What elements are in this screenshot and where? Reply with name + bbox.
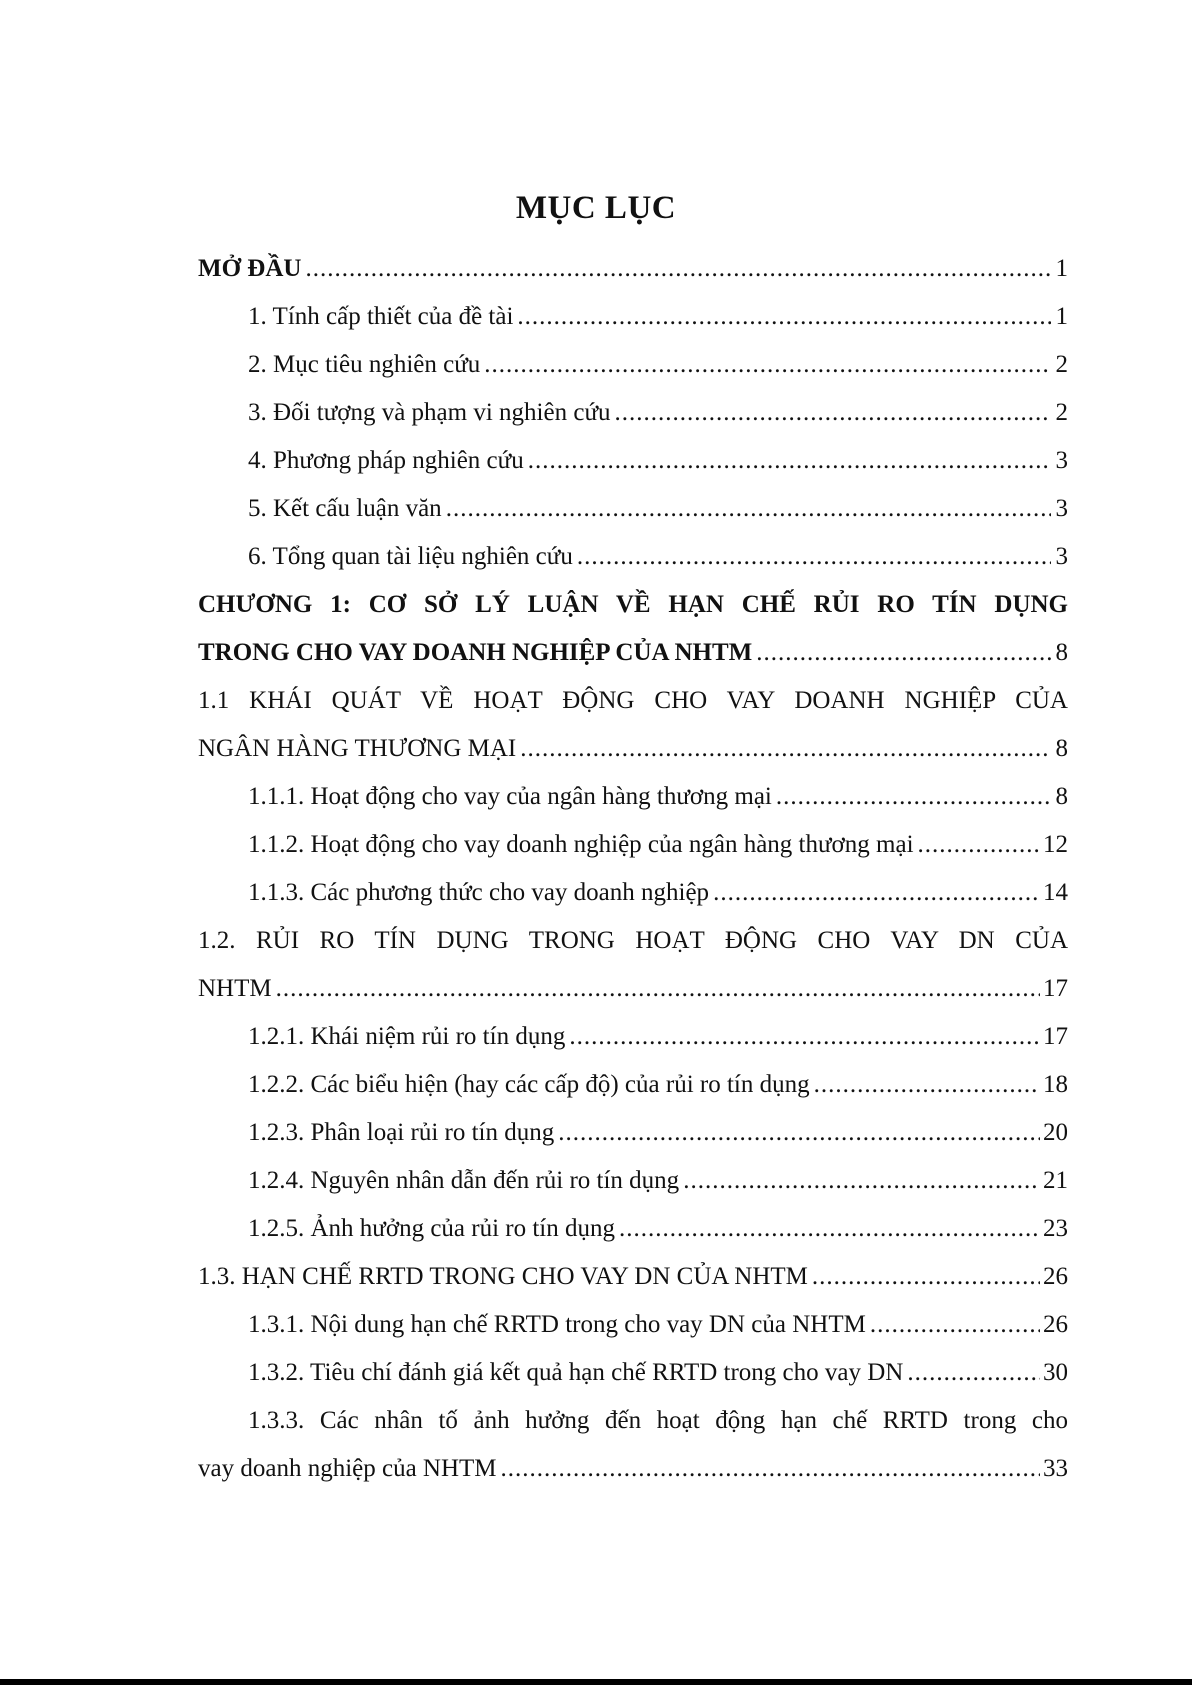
dot-leader — [305, 245, 1051, 293]
dot-leader — [870, 1301, 1040, 1349]
bottom-edge-bar — [0, 1679, 1192, 1685]
toc-entry-1-2-line1[interactable] — [198, 917, 1068, 965]
toc-entry-page: 2 — [1055, 351, 1068, 378]
toc-entry-1-1-3[interactable] — [198, 869, 1068, 917]
toc-entry-1-2-3[interactable] — [198, 1109, 1068, 1157]
toc-entry-text: 1.3.3. Các nhân tố ảnh hưởng đến hoạt động hạn chế RRTD trong cho — [248, 1407, 1068, 1434]
toc-entry-page: 2 — [1055, 399, 1068, 426]
toc-entry-3[interactable] — [198, 389, 1068, 437]
toc-entry-1-2-1[interactable] — [198, 1013, 1068, 1061]
toc-entry-mo-dau[interactable] — [198, 245, 1068, 293]
toc-entry-chapter-1-line1[interactable] — [198, 581, 1068, 629]
dot-leader — [713, 869, 1040, 917]
toc-entry-text: 6. Tổng quan tài liệu nghiên cứu — [248, 543, 573, 570]
toc-entry-5[interactable] — [198, 485, 1068, 533]
toc-entry-1-1-line2[interactable] — [198, 725, 1068, 773]
toc-entry-1-2-line2[interactable] — [198, 965, 1068, 1013]
toc-entry-page: 26 — [1043, 1311, 1068, 1338]
toc-entry-page: 33 — [1043, 1455, 1068, 1482]
toc-entry-page: 3 — [1055, 447, 1068, 474]
toc-entry-page: 26 — [1043, 1263, 1068, 1290]
dot-leader — [918, 821, 1040, 869]
toc-entry-text: 1.2.5. Ảnh hưởng của rủi ro tín dụng — [248, 1215, 616, 1242]
dot-leader — [528, 437, 1051, 485]
dot-leader — [520, 725, 1051, 773]
toc-entry-1-2-4[interactable] — [198, 1157, 1068, 1205]
toc-entry-text: 1.2.3. Phân loại rủi ro tín dụng — [248, 1119, 555, 1146]
toc-entry-6[interactable] — [198, 533, 1068, 581]
toc-entry-page: 1 — [1055, 303, 1068, 330]
toc-entry-1-3-2[interactable] — [198, 1349, 1068, 1397]
toc-entry-text: 1.1.2. Hoạt động cho vay doanh nghiệp của ngân hàng thương mại — [248, 831, 914, 858]
toc-entry-1-2-5[interactable] — [198, 1205, 1068, 1253]
toc-entry-2[interactable] — [198, 341, 1068, 389]
toc-entry-page: 3 — [1055, 543, 1068, 570]
dot-leader — [619, 1205, 1040, 1253]
toc-entry-text: 1.1 KHÁI QUÁT VỀ HOẠT ĐỘNG CHO VAY DOANH NGHIỆP CỦA — [198, 687, 1068, 714]
toc-entry-page: 30 — [1043, 1359, 1068, 1386]
toc-entry-text: NHTM — [198, 975, 272, 1002]
toc-entry-page: 17 — [1043, 975, 1068, 1002]
toc-entry-text: 1.2.1. Khái niệm rủi ro tín dụng — [248, 1023, 566, 1050]
toc-entry-text: 4. Phương pháp nghiên cứu — [248, 447, 524, 474]
toc-entry-page: 3 — [1055, 495, 1068, 522]
dot-leader — [907, 1349, 1040, 1397]
toc-entry-page: 23 — [1043, 1215, 1068, 1242]
toc-entry-text: 1.3.1. Nội dung hạn chế RRTD trong cho vay DN của NHTM — [248, 1311, 866, 1338]
toc-entry-text: 3. Đối tượng và phạm vi nghiên cứu — [248, 399, 611, 426]
toc-entry-page: 8 — [1055, 783, 1068, 810]
toc-entry-4[interactable] — [198, 437, 1068, 485]
toc-entry-text: 1.3.2. Tiêu chí đánh giá kết quả hạn chế RRTD trong cho vay DN — [248, 1359, 904, 1386]
toc-entry-text: TRONG CHO VAY DOANH NGHIỆP CỦA NHTM — [198, 639, 753, 666]
dot-leader — [756, 629, 1051, 677]
toc-entry-text: CHƯƠNG 1: CƠ SỞ LÝ LUẬN VỀ HẠN CHẾ RỦI RO TÍN DỤNG — [198, 591, 1068, 618]
dot-leader — [569, 1013, 1040, 1061]
dot-leader — [484, 341, 1051, 389]
toc-entry-1[interactable] — [198, 293, 1068, 341]
toc-entry-1-3-3-line2[interactable] — [198, 1445, 1068, 1493]
toc-entry-page: 18 — [1043, 1071, 1068, 1098]
dot-leader — [501, 1445, 1040, 1493]
toc-entry-text: 1.2. RỦI RO TÍN DỤNG TRONG HOẠT ĐỘNG CHO VAY DN CỦA — [198, 927, 1068, 954]
dot-leader — [683, 1157, 1040, 1205]
toc-entry-page: 17 — [1043, 1023, 1068, 1050]
dot-leader — [558, 1109, 1040, 1157]
table-of-contents — [198, 245, 1068, 1493]
toc-entry-text: NGÂN HÀNG THƯƠNG MẠI — [198, 735, 517, 762]
toc-entry-text: MỞ ĐẦU — [198, 255, 302, 282]
toc-entry-1-1-2[interactable] — [198, 821, 1068, 869]
toc-entry-page: 12 — [1043, 831, 1068, 858]
toc-entry-1-2-2[interactable] — [198, 1061, 1068, 1109]
toc-entry-1-3-3-line1[interactable] — [198, 1397, 1068, 1445]
toc-entry-1-1-line1[interactable] — [198, 677, 1068, 725]
dot-leader — [276, 965, 1040, 1013]
toc-entry-1-1-1[interactable] — [198, 773, 1068, 821]
dot-leader — [577, 533, 1051, 581]
toc-entry-page: 20 — [1043, 1119, 1068, 1146]
toc-entry-text: vay doanh nghiệp của NHTM — [198, 1455, 497, 1482]
toc-entry-text: 1.2.4. Nguyên nhân dẫn đến rủi ro tín dụng — [248, 1167, 680, 1194]
toc-entry-text: 1. Tính cấp thiết của đề tài — [248, 303, 514, 330]
toc-entry-page: 8 — [1055, 639, 1068, 666]
toc-entry-1-3-1[interactable] — [198, 1301, 1068, 1349]
dot-leader — [776, 773, 1051, 821]
toc-entry-text: 1.1.1. Hoạt động cho vay của ngân hàng thương mại — [248, 783, 772, 810]
toc-entry-chapter-1-line2[interactable] — [198, 629, 1068, 677]
dot-leader — [814, 1061, 1040, 1109]
toc-entry-1-3[interactable] — [198, 1253, 1068, 1301]
toc-entry-page: 21 — [1043, 1167, 1068, 1194]
toc-entry-text: 5. Kết cấu luận văn — [248, 495, 442, 522]
toc-entry-page: 1 — [1055, 255, 1068, 282]
toc-entry-text: 1.1.3. Các phương thức cho vay doanh nghiệp — [248, 879, 710, 906]
toc-entry-text: 2. Mục tiêu nghiên cứu — [248, 351, 481, 378]
toc-entry-text: 1.3. HẠN CHẾ RRTD TRONG CHO VAY DN CỦA NHTM — [198, 1263, 808, 1290]
dot-leader — [615, 389, 1052, 437]
toc-title: MỤC LỤC — [515, 190, 677, 226]
dot-leader — [812, 1253, 1040, 1301]
dot-leader — [517, 293, 1051, 341]
dot-leader — [446, 485, 1051, 533]
toc-entry-text: 1.2.2. Các biểu hiện (hay các cấp độ) của rủi ro tín dụng — [248, 1071, 810, 1098]
toc-entry-page: 8 — [1055, 735, 1068, 762]
toc-entry-page: 14 — [1043, 879, 1068, 906]
